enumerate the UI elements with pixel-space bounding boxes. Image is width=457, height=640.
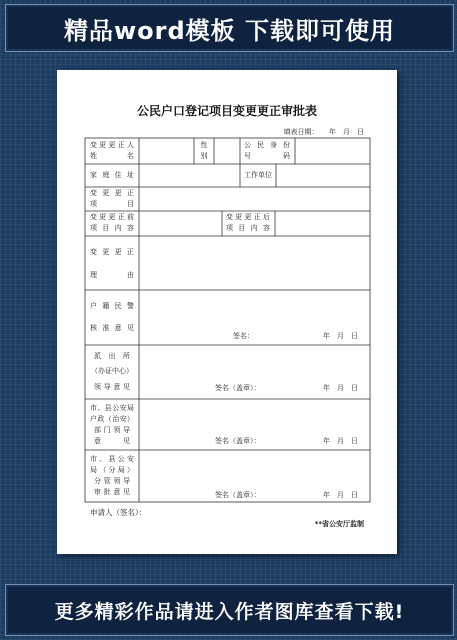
station-sign-label: 签名（盖章）： — [215, 384, 261, 392]
item-label-line2: 项 目 — [90, 200, 134, 208]
city-sign-label: 签名（盖章）： — [215, 437, 261, 445]
gender-field[interactable] — [215, 139, 239, 163]
police-label-line2: 核准意见 — [90, 324, 134, 332]
station-label-line2: （办证中心） — [91, 367, 133, 375]
branch-label-line3: 分管领导 — [94, 477, 130, 485]
footer-note: **省公安厅监制 — [314, 520, 364, 528]
work-label: 工作单位 — [244, 171, 272, 179]
address-field[interactable] — [140, 165, 239, 186]
item-label-line1: 变更更正 — [90, 189, 134, 197]
name-field[interactable] — [140, 139, 193, 163]
city-label-line1: 市、县公安局 — [90, 404, 134, 412]
branch-label-line1: 市、县公安 — [90, 455, 134, 463]
city-date: 年 月 日 — [323, 437, 358, 445]
top-banner — [5, 4, 454, 52]
before-content-field[interactable] — [140, 212, 221, 235]
gender-label-line1: 性 — [200, 141, 208, 149]
after-label-line1: 变更更正后 — [226, 213, 270, 221]
after-label-line2: 项目内容 — [226, 224, 270, 232]
item-field[interactable] — [140, 188, 369, 210]
police-label-line1: 户籍民警 — [90, 302, 134, 310]
name-label-line2: 姓 名 — [90, 152, 134, 160]
city-label-line4: 意 见 — [94, 437, 130, 445]
branch-label-line2: 局（分局） — [90, 466, 134, 474]
document-title: 公民户口登记项目变更更正审批表 — [136, 104, 317, 118]
id-number-field[interactable] — [296, 139, 369, 163]
bottom-banner — [5, 584, 454, 636]
form-document — [57, 70, 397, 554]
bottom-banner-text: 更多精彩作品请进入作者图库查看下载! — [54, 600, 405, 623]
top-banner-text: 精品word模板 下载即可使用 — [63, 16, 396, 45]
work-unit-field[interactable] — [277, 165, 369, 186]
reason-field[interactable] — [140, 237, 369, 289]
station-label-line3: 领导意见 — [94, 383, 130, 391]
station-date: 年 月 日 — [323, 384, 358, 392]
applicant-signature-label: 申请人（签名）： — [90, 508, 147, 517]
name-label-line1: 变更更正人 — [90, 141, 134, 149]
before-label-line2: 项目内容 — [90, 224, 134, 232]
branch-label-line4: 审批意见 — [94, 488, 130, 496]
id-label-line1: 公民身份 — [244, 141, 290, 149]
reason-label-line2: 理 由 — [90, 271, 134, 279]
reason-label-line1: 变更更正 — [90, 248, 134, 256]
gender-label-line2: 别 — [200, 152, 208, 160]
police-sign-label: 签名： — [233, 332, 254, 340]
police-date: 年 月 日 — [323, 332, 358, 340]
city-label-line2: 户政（治安） — [90, 415, 134, 423]
before-label-line1: 变更更正前 — [90, 213, 134, 221]
fill-date: 填表日期： 年 月 日 — [283, 128, 364, 136]
after-content-field[interactable] — [276, 212, 369, 235]
city-label-line3: 部门领导 — [94, 426, 130, 434]
address-label: 家庭住址 — [90, 171, 134, 179]
branch-date: 年 月 日 — [323, 491, 358, 499]
id-label-line2: 号 码 — [244, 152, 290, 160]
station-label-line1: 派出所 — [94, 352, 130, 360]
branch-sign-label: 签名（盖章）： — [215, 491, 261, 499]
